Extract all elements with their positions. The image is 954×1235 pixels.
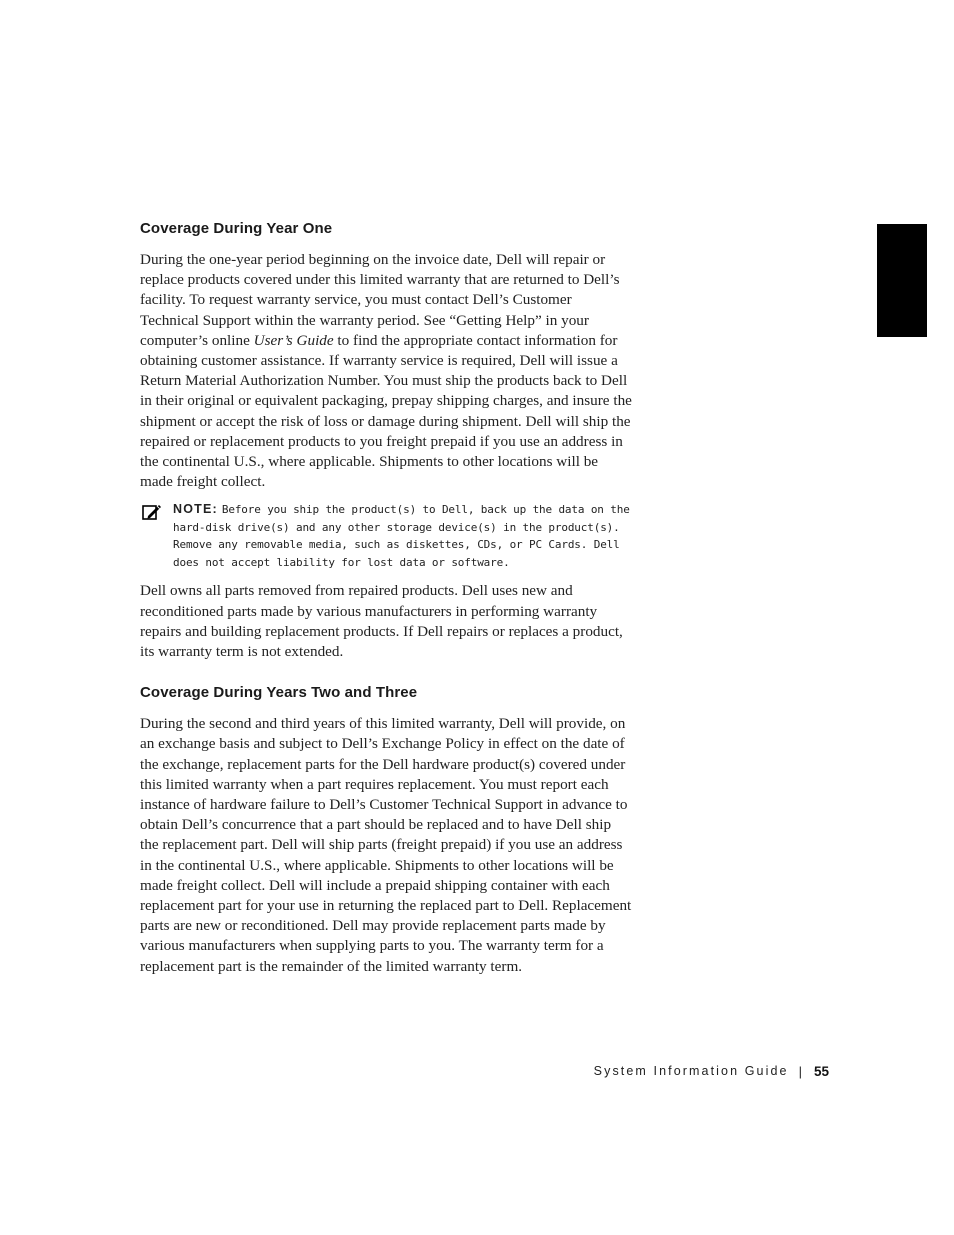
section-heading-year-one: Coverage During Year One <box>140 220 333 237</box>
page-number: 55 <box>813 1063 829 1079</box>
note-text: Before you ship the product(s) to Dell, back up the data on the hard-disk drive(s) and any other storage device(s) in the product(s). Remove any removable media, such as diskettes, CDs, or PC Cards. Dell does not accept liability for lost data or software. <box>173 503 630 569</box>
pencil-note-icon <box>142 503 162 521</box>
users-guide-title: User’s Guide <box>253 331 334 349</box>
note-label: NOTE: <box>173 502 218 517</box>
main-content <box>140 218 632 977</box>
paragraph-parts-ownership: Dell owns all parts removed from repaired products. Dell uses new and reconditioned parts made by various manufacturers in performing warranty repairs and building replacement products. If Dell repairs or replaces a product, its warranty term is not extended. <box>140 582 623 661</box>
footer-separator: | <box>798 1063 802 1079</box>
paragraph-text: to find the appropriate contact information for obtaining customer assistance. If warranty service is required, Dell will issue a Return Material Authorization Number. You must ship the products back to Dell in their original or equivalent packaging, prepay shipping charges, and insure the shipment or accept the risk of loss or damage during shipment. Dell will ship the repaired or replacement products to you freight prepaid if you use an address in the continental U.S., where applicable. Shipments to other locations will be made freight collect. <box>140 331 632 491</box>
page-footer <box>594 1062 829 1080</box>
chapter-thumb-tab <box>877 224 927 337</box>
note-callout <box>140 501 632 571</box>
section-heading-years-two-three: Coverage During Years Two and Three <box>140 684 418 702</box>
section-years-two-three <box>140 682 632 977</box>
paragraph-year-one-service <box>140 250 632 492</box>
note-body <box>173 501 632 571</box>
footer-guide-title: System Information Guide <box>593 1064 789 1078</box>
paragraph-exchange-policy: During the second and third years of this limited warranty, Dell will provide, on an exchange basis and subject to Dell’s Exchange Policy in effect on the date of the exchange, replacement parts for the Dell hardware product(s) covered under this limited warranty when a part requires replacement. You must report each instance of hardware failure to Dell’s Customer Technical Support in advance to obtain Dell’s concurrence that a part should be replaced and to have Dell ship the replacement part. Dell will ship parts (freight prepaid) if you use an address in the continental U.S., where applicable. Shipments to other locations will be made freight collect. Dell will include a prepaid shipping container with each replacement part for your use in returning the replaced part to Dell. Replacement parts are new or reconditioned. Dell may provide replacement parts made by various manufacturers when supplying parts to you. The warranty term for a replacement part is the remainder of the limited warranty term. <box>140 715 632 975</box>
paragraph-text: During the one-year period beginning on the invoice date, Dell will repair or replace products covered under this limited warranty that are returned to Dell’s facility. To request warranty service, you must contact Dell’s Customer Technical Support within the warranty period. See “Getting Help” in your computer’s online <box>140 251 620 349</box>
